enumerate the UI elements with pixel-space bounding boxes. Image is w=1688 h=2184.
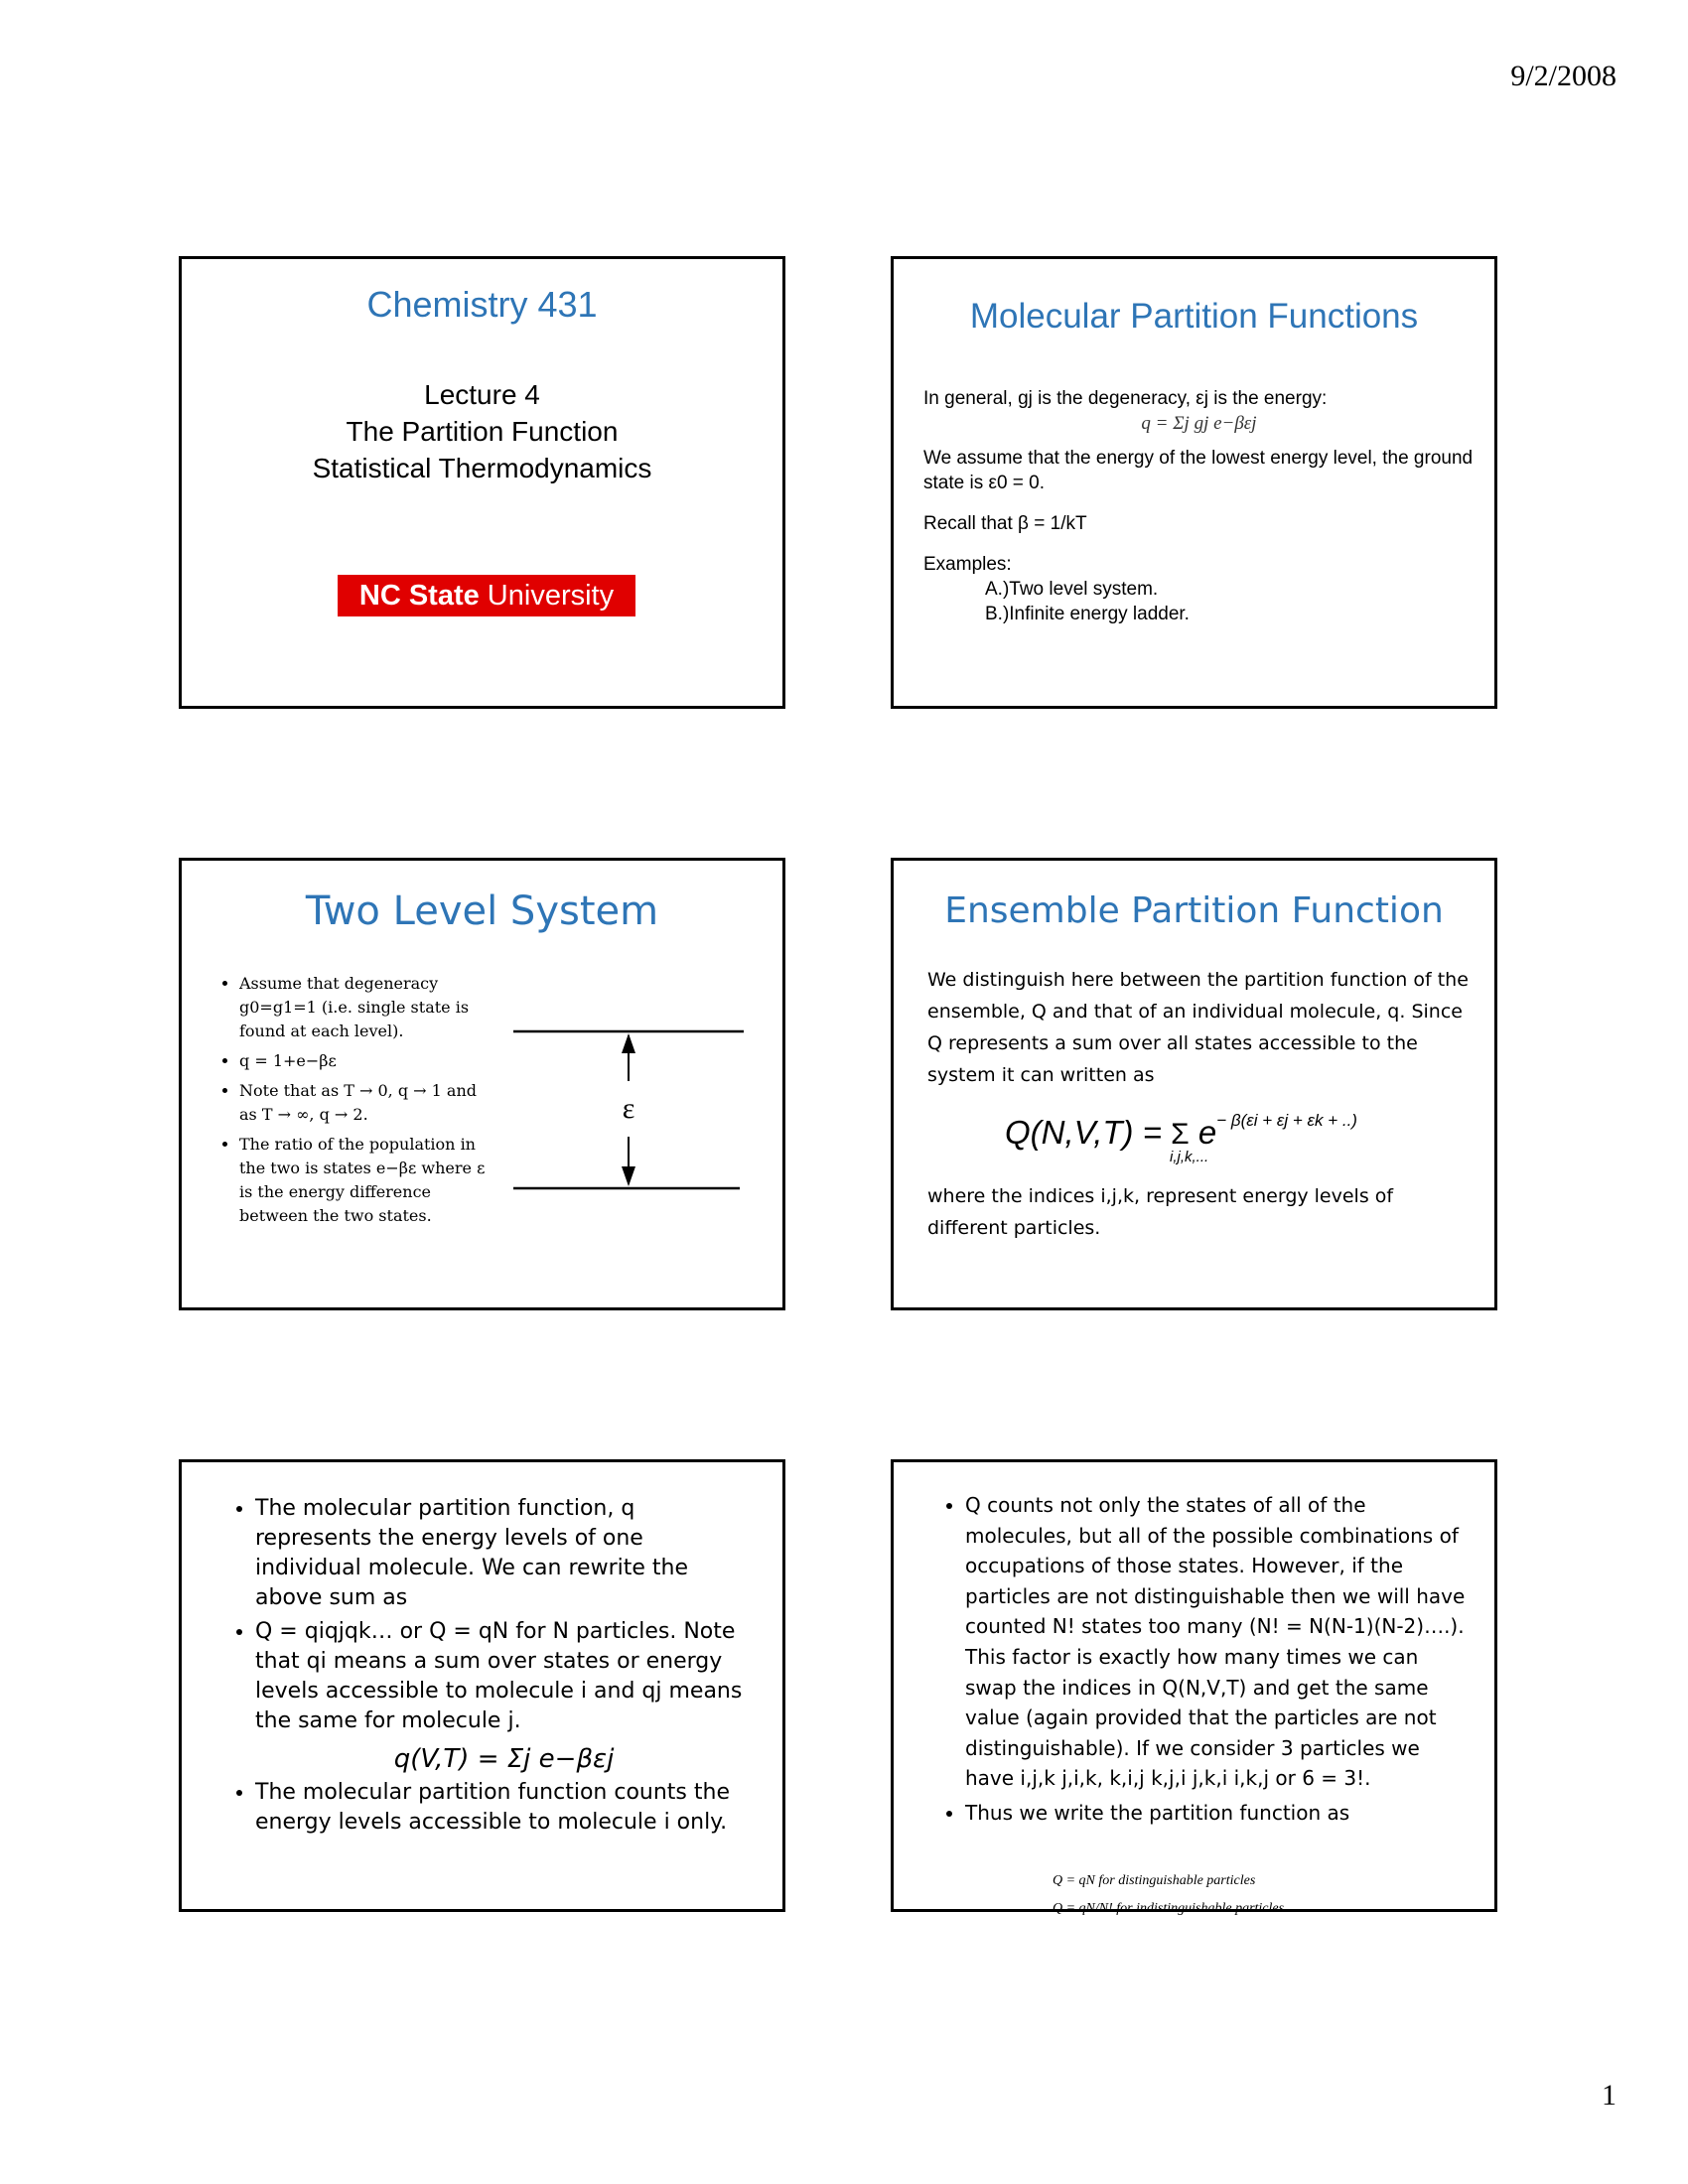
university-logo <box>338 575 635 616</box>
epsilon-label: ε <box>622 1092 635 1125</box>
lecture-number: Lecture 4 <box>424 379 540 410</box>
arrow-down-head <box>622 1166 635 1186</box>
equation-lhs: Q(N,V,T) = <box>1005 1114 1172 1151</box>
list-item: • The molecular partition function, q represents the energy levels of one individual molecule. We can rewrite the above sum as <box>255 1494 753 1613</box>
partition-formula: q = Σj gj e−βεj <box>1141 413 1257 434</box>
slide-heading: Two Level System <box>305 888 659 934</box>
list-item: • Thus we write the partition function as <box>965 1798 1469 1829</box>
slide-heading: Ensemble Partition Function <box>944 890 1444 931</box>
slide-heading: Molecular Partition Functions <box>969 297 1419 336</box>
slide-title <box>179 256 785 709</box>
slide-body <box>923 386 1475 626</box>
list-item: • Assume that degeneracy g0=g1=1 (i.e. single state is found at each level). <box>239 972 497 1043</box>
assumption-text: We assume that the energy of the lowest energy level, the ground state is ε0 = 0. <box>923 448 1474 493</box>
list-item: • Q = qiqjqk… or Q = qN for N particles. Note that qi means a sum over states or energy levels accessible to molecule i and qj means the same for molecule j. <box>255 1617 753 1736</box>
ensemble-paragraph: We distinguish here between the partition function of the ensemble, Q and that of an individual molecule, q. Since Q represents a sum over all states accessible to the system it can written as <box>927 969 1469 1086</box>
summation-indices: i,j,k,... <box>1170 1149 1209 1165</box>
page-date: 9/2/2008 <box>1510 60 1617 92</box>
bullet-list <box>233 1494 753 1842</box>
ensemble-equation <box>1005 1111 1357 1165</box>
slide-molecular-partition <box>891 256 1497 709</box>
example-a: A.)Two level system. <box>985 579 1159 600</box>
arrow-up-head <box>622 1033 635 1053</box>
recall-text: Recall that β = 1/kT <box>923 513 1087 534</box>
bullet-list <box>210 972 497 1234</box>
slide-distinguishability <box>891 1459 1497 1916</box>
bullet-list <box>945 1490 1469 1833</box>
list-item: • The molecular partition function counts the energy levels accessible to molecule i only. <box>255 1778 753 1838</box>
example-b: B.)Infinite energy ladder. <box>985 604 1190 624</box>
molecular-equation: q(V,T) = Σj e−βεj <box>393 1744 615 1774</box>
energy-level-diagram <box>509 1020 758 1198</box>
logo-bold-text: NC State <box>358 580 480 612</box>
slide-molecular-q <box>179 1459 785 1912</box>
distinguishable-equation: Q = qN for distinguishable particles <box>1053 1873 1256 1888</box>
partition-equations <box>1053 1867 1284 1923</box>
page-number: 1 <box>1602 2079 1617 2112</box>
logo-rest-text: University <box>479 580 615 612</box>
lecture-info <box>182 376 782 486</box>
list-item: • Q counts not only the states of all of the molecules, but all of the possible combinations of occupations of those states. However, if the particles are not distinguishable then we will have counted N! states too many (N! = N(N-1)(N-2)….). This factor is exactly how many times we can swap the indices in Q(N,V,T) and get the same value (again provided that the particles are not distinguishable). If we consider 3 particles we have i,j,k j,i,k, k,i,j k,j,i j,k,i i,k,j or 6 = 3!. <box>965 1490 1469 1794</box>
list-item: • The ratio of the population in the two is states e−βε where ε is the energy difference between the two states. <box>239 1133 497 1228</box>
slide-ensemble-partition <box>891 858 1497 1310</box>
intro-text: In general, gj is the degeneracy, εj is the energy: <box>923 388 1328 409</box>
slide-two-level-system <box>179 858 785 1310</box>
exponent: − β(εi + εj + εk + ..) <box>1216 1111 1357 1130</box>
exponential-base: e <box>1197 1114 1217 1151</box>
indistinguishable-equation: Q = qN/N! for indistinguishable particles <box>1053 1901 1285 1916</box>
lecture-subject: Statistical Thermodynamics <box>312 453 652 483</box>
sigma-symbol: Σ <box>1171 1118 1190 1151</box>
lecture-topic: The Partition Function <box>346 416 619 447</box>
slide-title-heading: Chemistry 431 <box>366 284 598 325</box>
list-item: • q = 1+e−βε <box>239 1049 497 1073</box>
list-item: • Note that as T → 0, q → 1 and as T → ∞, q → 2. <box>239 1079 497 1127</box>
indices-paragraph: where the indices i,j,k, represent energy levels of different particles. <box>927 1185 1394 1239</box>
examples-label: Examples: <box>923 554 1012 575</box>
